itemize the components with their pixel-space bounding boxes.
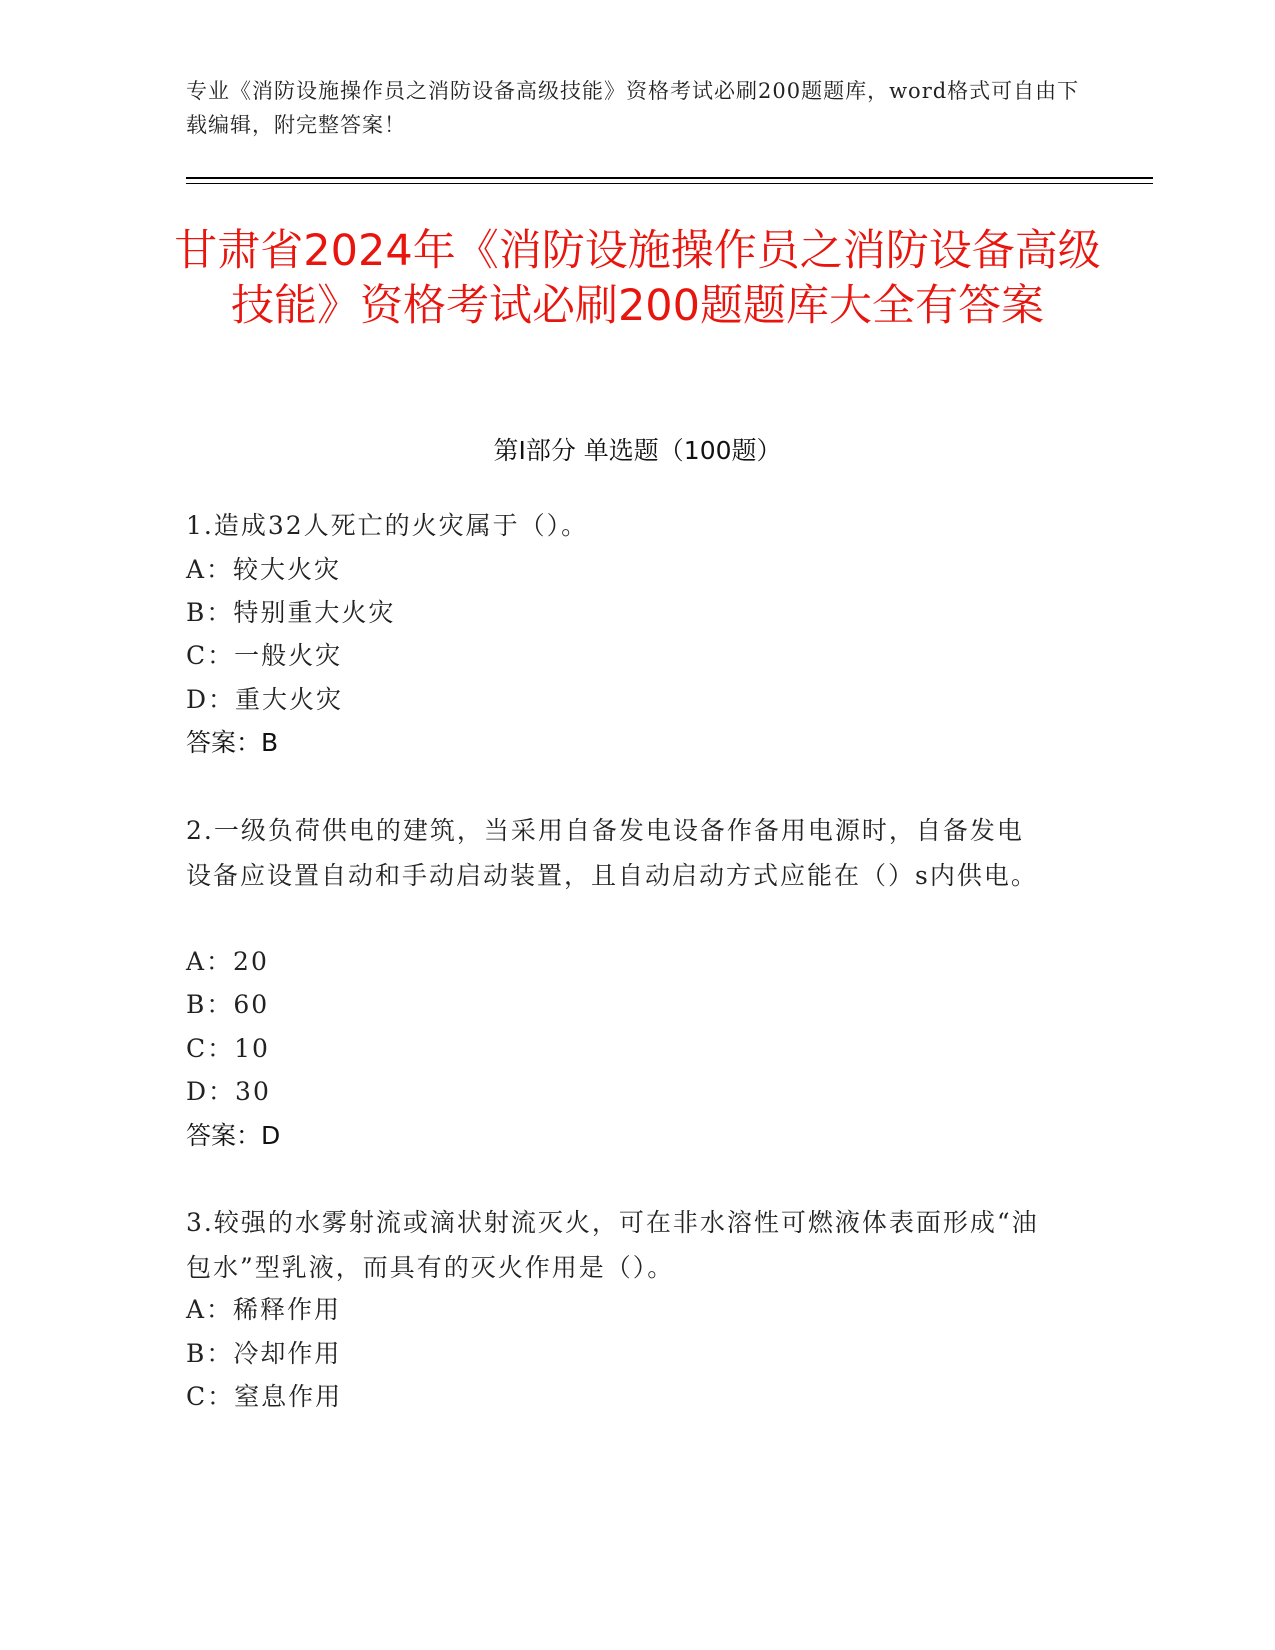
question-2-option-a: A：20 xyxy=(186,947,269,976)
question-3-option-c: C：窒息作用 xyxy=(186,1382,343,1411)
question-1-answer: 答案：B xyxy=(186,728,279,757)
question-1-option-d: D：重大火灾 xyxy=(186,685,344,714)
question-2-answer: 答案：D xyxy=(186,1121,281,1150)
question-1-option-b: B：特别重大火灾 xyxy=(186,598,396,627)
question-2-option-d: D：30 xyxy=(186,1077,271,1106)
question-1-option-a: A：较大火灾 xyxy=(186,555,342,584)
header-divider-thick xyxy=(186,177,1153,179)
question-1-option-c: C：一般火灾 xyxy=(186,641,343,670)
section-heading: 第I部分 单选题（100题） xyxy=(493,436,782,465)
question-3-option-b: B：冷却作用 xyxy=(186,1339,342,1368)
header-note: 专业《消防设施操作员之消防设备高级技能》资格考试必刷200题题库，word格式可自由下载编辑，附完整答案！ xyxy=(186,79,1080,137)
question-3-option-a: A：稀释作用 xyxy=(186,1295,342,1324)
question-1-stem: 1.造成32人死亡的火灾属于（）。 xyxy=(186,511,589,540)
document-title: 甘肃省2024年《消防设施操作员之消防设备高级技能》资格考试必刷200题题库大全有答案 xyxy=(174,226,1101,331)
header-divider-thin xyxy=(186,183,1153,184)
question-3-stem: 3.较强的水雾射流或滴状射流灭火，可在非水溶性可燃液体表面形成“油包水”型乳液，而具有的灭火作用是（）。 xyxy=(186,1208,1039,1282)
question-2-option-c: C：10 xyxy=(186,1034,270,1063)
question-2-option-b: B：60 xyxy=(186,990,270,1019)
question-2-stem: 2.一级负荷供电的建筑，当采用自备发电设备作备用电源时，自备发电设备应设置自动和手动启动装置，且自动启动方式应能在（）s内供电。 xyxy=(186,816,1038,890)
